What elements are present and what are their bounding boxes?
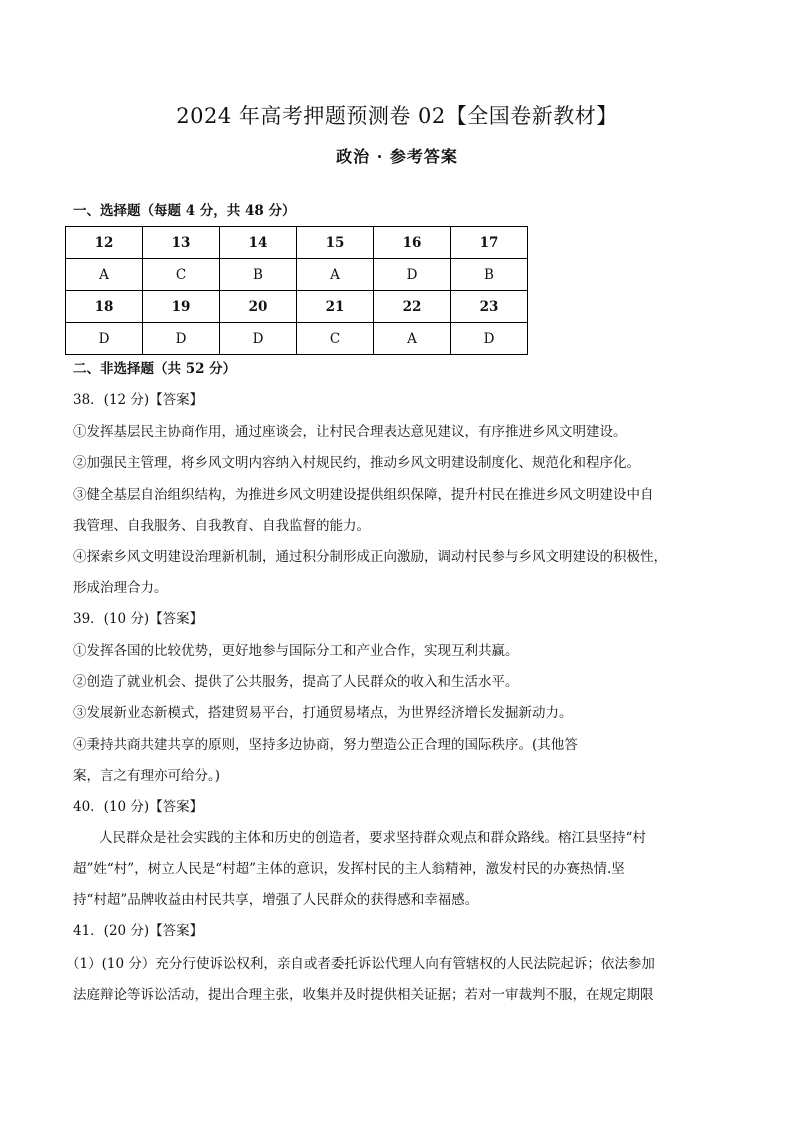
table-cell: B bbox=[220, 259, 297, 291]
section-heading-nonchoice: 二、非选择题（共 52 分） bbox=[73, 361, 237, 377]
table-row bbox=[66, 259, 528, 291]
table-cell: 17 bbox=[451, 227, 528, 259]
table-cell: 19 bbox=[143, 291, 220, 323]
table-cell: 15 bbox=[297, 227, 374, 259]
table-cell: 18 bbox=[66, 291, 143, 323]
table-cell: C bbox=[143, 259, 220, 291]
answer-line: ③健全基层自治组织结构，为推进乡风文明建设提供组织保障，提升村民在推进乡风文明建设中自 bbox=[73, 487, 654, 503]
table-row bbox=[66, 291, 528, 323]
section-heading-choice: 一、选择题（每题 4 分，共 48 分） bbox=[73, 203, 296, 219]
table-cell: 16 bbox=[374, 227, 451, 259]
answer-line: 持“村超”品牌收益由村民共享，增强了人民群众的获得感和幸福感。 bbox=[73, 892, 479, 908]
answer-line: 我管理、自我服务、自我教育、自我监督的能力。 bbox=[73, 518, 370, 534]
table-cell: A bbox=[374, 323, 451, 355]
table-cell: 22 bbox=[374, 291, 451, 323]
table-cell: D bbox=[451, 323, 528, 355]
answer-table bbox=[65, 226, 528, 355]
page-title: 2024 年高考押题预测卷 02【全国卷新教材】 bbox=[176, 104, 618, 128]
table-cell: A bbox=[297, 259, 374, 291]
answer-line: 案，言之有理亦可给分。) bbox=[73, 768, 221, 784]
table-cell: D bbox=[220, 323, 297, 355]
answer-line: 法庭辩论等诉讼活动，提出合理主张，收集并及时提供相关证据；若对一审裁判不服，在规定期限 bbox=[73, 987, 654, 1003]
table-cell: A bbox=[66, 259, 143, 291]
answer-line: ②加强民主管理，将乡风文明内容纳入村规民约，推动乡风文明建设制度化、规范化和程序化。 bbox=[73, 455, 640, 471]
table-cell: B bbox=[451, 259, 528, 291]
answer-line: ①发挥各国的比较优势，更好地参与国际分工和产业合作，实现互利共赢。 bbox=[73, 643, 519, 659]
answer-line: ②创造了就业机会、提供了公共服务，提高了人民群众的收入和生活水平。 bbox=[73, 674, 519, 690]
table-row bbox=[66, 227, 528, 259]
table-cell: 14 bbox=[220, 227, 297, 259]
answer-line: （1）(10 分）充分行使诉讼权利，亲自或者委托诉讼代理人向有管辖权的人民法院起诉；依法参加 bbox=[66, 956, 655, 972]
question-header-40: 40．(10 分)【答案】 bbox=[73, 799, 204, 815]
table-cell: 21 bbox=[297, 291, 374, 323]
table-cell: D bbox=[143, 323, 220, 355]
question-header-41: 41．(20 分)【答案】 bbox=[73, 923, 204, 939]
table-cell: 12 bbox=[66, 227, 143, 259]
answer-line: ①发挥基层民主协商作用，通过座谈会，让村民合理表达意见建议，有序推进乡风文明建设。 bbox=[73, 424, 627, 440]
answer-line: ④秉持共商共建共享的原则，坚持多边协商，努力塑造公正合理的国际秩序。(其他答 bbox=[73, 737, 578, 753]
answer-line: ③发展新业态新模式，搭建贸易平台，打通贸易堵点，为世界经济增长发掘新动力。 bbox=[73, 705, 573, 721]
table-cell: 13 bbox=[143, 227, 220, 259]
answer-line: 形成治理合力。 bbox=[73, 580, 168, 596]
table-cell: D bbox=[374, 259, 451, 291]
table-cell: 23 bbox=[451, 291, 528, 323]
answer-line: 超”姓“村”，树立人民是“村超”主体的意识，发挥村民的主人翁精神，激发村民的办赛热情.坚 bbox=[73, 861, 625, 877]
question-header-39: 39．(10 分)【答案】 bbox=[73, 611, 204, 627]
answer-line: 人民群众是社会实践的主体和历史的创造者，要求坚持群众观点和群众路线。榕江县坚持“村 bbox=[99, 830, 646, 846]
table-cell: 20 bbox=[220, 291, 297, 323]
answer-line: ④探索乡风文明建设治理新机制，通过积分制形成正向激励，调动村民参与乡风文明建设的积极性， bbox=[73, 549, 667, 565]
page-subtitle: 政治 · 参考答案 bbox=[336, 147, 458, 166]
table-cell: C bbox=[297, 323, 374, 355]
table-cell: D bbox=[66, 323, 143, 355]
table-row bbox=[66, 323, 528, 355]
question-header-38: 38．(12 分)【答案】 bbox=[73, 392, 204, 408]
